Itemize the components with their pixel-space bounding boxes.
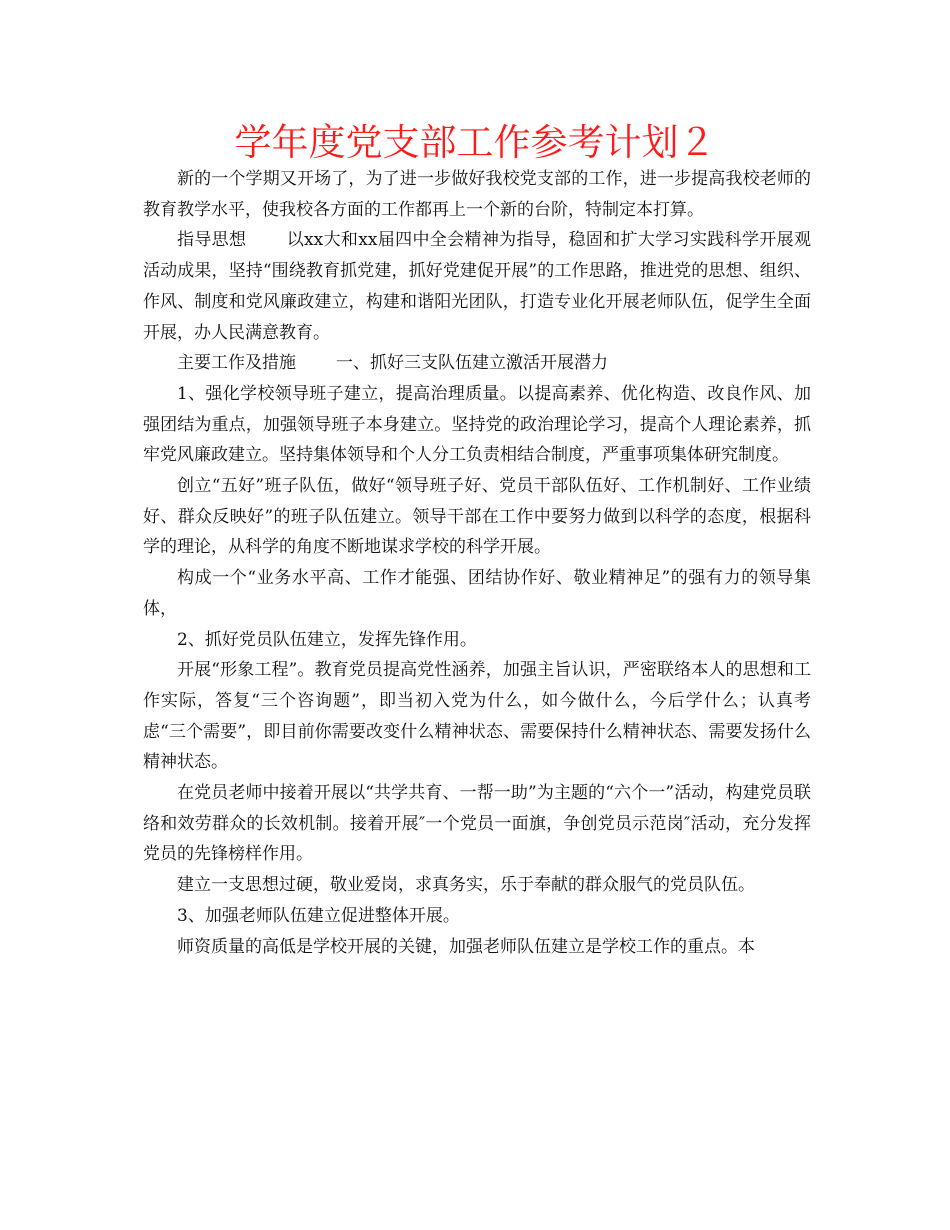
paragraph-main-work: 主要工作及措施 一、抓好三支队伍建立激活开展潜力 [177,353,608,374]
document-body [143,164,811,962]
paragraph-quality: 师资质量的高低是学校开展的关键，加强老师队伍建立是学校工作的重点。本 [177,936,755,957]
paragraph-leadership: 1、强化学校领导班子建立，提高治理质量。以提高素养、优化构造、改良作风、加强团结为重点，加强领导班子本身建立。坚持党的政治理论学习，提高个人理论素养，抓牢党风廉政建立。坚持集体领导和个人分工负责相结合制度，严重事项集体研究制度。 [143,383,811,466]
paragraph-party-members: 2、抓好党员队伍建立，发挥先锋作用。 [177,629,477,650]
paragraph-collective: 构成一个“业务水平高、工作才能强、团结协作好、敬业精神足”的强有力的领导集体， [143,568,811,619]
paragraph-guiding-thought: 指导思想 以xx大和xx届四中全会精神为指导，稳固和扩大学习实践科学开展观活动成果，坚持“围绕教育抓党建，抓好党建促开展”的工作思路，推进党的思想、组织、作风、制度和党风廉政建立，构建和谐阳光团队，打造专业化开展老师队伍，促学生全面开展，办人民满意教育。 [143,230,811,343]
paragraph-five-good: 创立“五好”班子队伍，做好“领导班子好、党员干部队伍好、工作机制好、工作业绩好、群众反映好”的班子队伍建立。领导干部在工作中要努力做到以科学的态度，根据科学的理论，从科学的角度不断地谋求学校的科学开展。 [143,476,811,558]
document-title: 学年度党支部工作参考计划２ [234,121,716,164]
section-label: 指导思想 [177,230,247,251]
paragraph-image-project: 开展“形象工程”。教育党员提高党性涵养，加强主旨认识，严密联络本人的思想和工作实际，答复“三个咨询题”，即当初入党为什么，如今做什么，今后学什么；认真考虑“三个需要”，即目前你需要改变什么精神状态、需要保持什么精神状态、需要发扬什么精神状态。 [143,660,811,773]
paragraph-intro: 新的一个学期又开场了，为了进一步做好我校党支部的工作，进一步提高我校老师的教育教学水平，使我校各方面的工作都再上一个新的台阶，特制定本打算。 [143,169,811,220]
section-label: 主要工作及措施 [177,353,296,374]
paragraph-six-one: 在党员老师中接着开展以“共学共育、一帮一助”为主题的“六个一”活动，构建党员联络和效劳群众的长效机制。接着开展″一个党员一面旗，争创党员示范岗″活动，充分发挥党员的先锋榜样作用。 [143,783,811,865]
paragraph-team: 建立一支思想过硬，敬业爱岗，求真务实，乐于奉献的群众服气的党员队伍。 [177,875,755,896]
paragraph-teachers: 3、加强老师队伍建立促进整体开展。 [177,905,460,926]
